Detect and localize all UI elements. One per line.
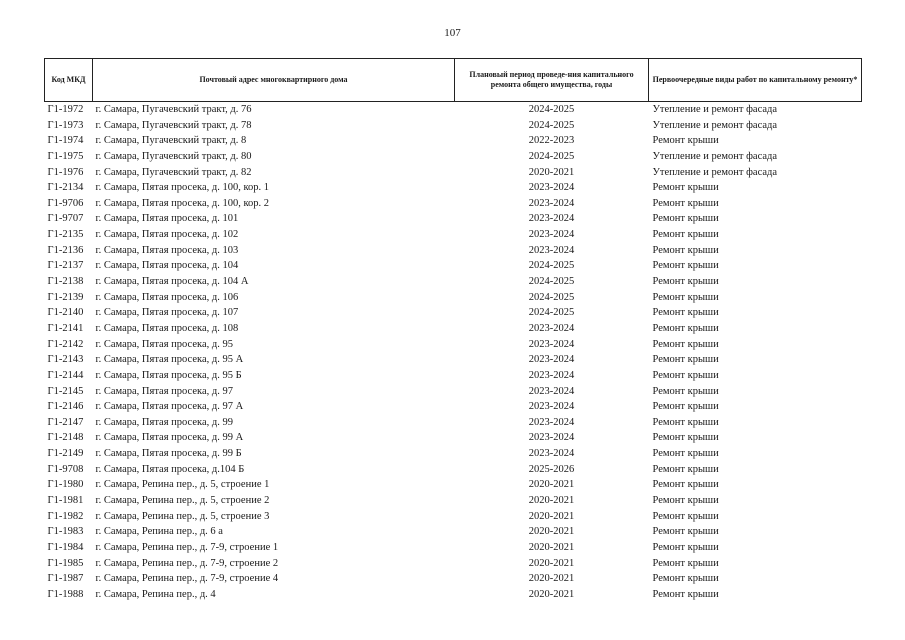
cell-works: Ремонт крыши (652, 338, 719, 350)
cell-address: г. Самара, Пятая просека, д. 100, кор. 1 (95, 182, 270, 194)
cell-works: Утепление и ремонт фасада (652, 119, 778, 131)
cell-period: 2023-2024 (528, 354, 575, 366)
table-row (45, 290, 862, 306)
cell-works: Ремонт крыши (652, 322, 719, 334)
cell-works: Ремонт крыши (652, 479, 719, 491)
cell-code: Г1-1974 (47, 135, 84, 147)
cell-period: 2023-2024 (528, 197, 575, 209)
cell-period: 2020-2021 (528, 166, 575, 178)
cell-code: Г1-2143 (47, 354, 84, 366)
cell-address: г. Самара, Пятая просека, д. 104 (95, 260, 239, 272)
cell-code: Г1-2149 (47, 448, 84, 460)
table-row (45, 384, 862, 400)
cell-code: Г1-2142 (47, 338, 84, 350)
cell-works: Ремонт крыши (652, 354, 719, 366)
table-row (45, 571, 862, 587)
cell-code: Г1-1983 (47, 526, 84, 538)
table-row (45, 305, 862, 321)
cell-period: 2022-2023 (528, 135, 575, 147)
table-body (45, 102, 862, 603)
cell-address: г. Самара, Пугачевский тракт, д. 8 (95, 135, 247, 147)
cell-period: 2024-2025 (528, 150, 575, 162)
cell-works: Ремонт крыши (652, 135, 719, 147)
table-row (45, 368, 862, 384)
cell-address: г. Самара, Пятая просека, д. 100, кор. 2 (95, 197, 270, 209)
table-row (45, 509, 862, 525)
cell-address: г. Самара, Пятая просека, д. 95 А (95, 354, 244, 366)
cell-works: Ремонт крыши (652, 229, 719, 241)
cell-code: Г1-2136 (47, 244, 84, 256)
table-row (45, 352, 862, 368)
cell-code: Г1-1985 (47, 557, 84, 569)
page-number: 107 (444, 27, 461, 39)
cell-period: 2020-2021 (528, 526, 575, 538)
cell-period: 2023-2024 (528, 401, 575, 413)
table-row (45, 180, 862, 196)
cell-address: г. Самара, Пятая просека, д. 97 А (95, 401, 244, 413)
cell-address: г. Самара, Репина пер., д. 7-9, строение 4 (95, 573, 279, 585)
repair-schedule-table (44, 58, 862, 603)
cell-works: Ремонт крыши (652, 573, 719, 585)
table-row (45, 149, 862, 165)
header-works: Первоочередные виды работ по капитальному ремонту* (649, 59, 862, 102)
table-row (45, 524, 862, 540)
header-code: Код МКД (45, 59, 93, 102)
cell-works: Утепление и ремонт фасада (652, 104, 778, 115)
header-row (45, 59, 862, 102)
table-row (45, 196, 862, 212)
cell-address: г. Самара, Репина пер., д. 4 (95, 588, 216, 600)
cell-address: г. Самара, Пятая просека, д. 107 (95, 307, 239, 319)
cell-code: Г1-1972 (47, 104, 84, 115)
table-row (45, 321, 862, 337)
cell-period: 2023-2024 (528, 244, 575, 256)
cell-period: 2020-2021 (528, 557, 575, 569)
cell-period: 2020-2021 (528, 573, 575, 585)
table-row (45, 133, 862, 149)
cell-works: Ремонт крыши (652, 495, 719, 507)
table-row (45, 415, 862, 431)
cell-address: г. Самара, Пугачевский тракт, д. 82 (95, 166, 252, 178)
cell-code: Г1-1984 (47, 541, 84, 553)
table-row (45, 211, 862, 227)
cell-works: Ремонт крыши (652, 526, 719, 538)
cell-address: г. Самара, Пятая просека, д. 101 (95, 213, 239, 225)
cell-period: 2023-2024 (528, 416, 575, 428)
cell-works: Ремонт крыши (652, 510, 719, 522)
cell-code: Г1-1980 (47, 479, 84, 491)
cell-code: Г1-1981 (47, 495, 84, 507)
cell-address: г. Самара, Пятая просека, д. 102 (95, 229, 239, 241)
table-row (45, 587, 862, 603)
table-row (45, 540, 862, 556)
cell-works: Утепление и ремонт фасада (652, 166, 778, 178)
cell-works: Ремонт крыши (652, 541, 719, 553)
cell-address: г. Самара, Пятая просека, д.104 Б (95, 463, 245, 475)
cell-code: Г1-1982 (47, 510, 84, 522)
cell-address: г. Самара, Пятая просека, д. 99 Б (95, 448, 242, 460)
cell-address: г. Самара, Пятая просека, д. 95 Б (95, 369, 242, 381)
table-row (45, 274, 862, 290)
cell-works: Ремонт крыши (652, 369, 719, 381)
cell-code: Г1-2146 (47, 401, 84, 413)
cell-code: Г1-2139 (47, 291, 84, 303)
cell-address: г. Самара, Репина пер., д. 5, строение 1 (95, 479, 270, 491)
cell-period: 2024-2025 (528, 119, 575, 131)
cell-code: Г1-1976 (47, 166, 84, 178)
header-address: Почтовый адрес многоквартирного дома (93, 59, 455, 102)
cell-address: г. Самара, Пятая просека, д. 99 А (95, 432, 244, 444)
cell-works: Ремонт крыши (652, 385, 719, 397)
cell-period: 2024-2025 (528, 260, 575, 272)
cell-code: Г1-2148 (47, 432, 84, 444)
cell-code: Г1-2138 (47, 276, 84, 288)
cell-code: Г1-1975 (47, 150, 84, 162)
cell-works: Ремонт крыши (652, 463, 719, 475)
cell-code: Г1-2145 (47, 385, 84, 397)
cell-address: г. Самара, Пугачевский тракт, д. 80 (95, 150, 252, 162)
cell-period: 2023-2024 (528, 229, 575, 241)
cell-period: 2023-2024 (528, 369, 575, 381)
cell-code: Г1-2140 (47, 307, 84, 319)
cell-period: 2020-2021 (528, 495, 575, 507)
cell-address: г. Самара, Репина пер., д. 7-9, строение 1 (95, 541, 279, 553)
table-row (45, 477, 862, 493)
cell-address: г. Самара, Пятая просека, д. 99 (95, 416, 233, 428)
table-row (45, 102, 862, 118)
cell-period: 2024-2025 (528, 276, 575, 288)
cell-works: Ремонт крыши (652, 291, 719, 303)
cell-code: Г1-2135 (47, 229, 84, 241)
cell-code: Г1-1987 (47, 573, 84, 585)
cell-works: Ремонт крыши (652, 432, 719, 444)
table-row (45, 243, 862, 259)
cell-address: г. Самара, Пятая просека, д. 97 (95, 385, 233, 397)
cell-code: Г1-2144 (47, 369, 84, 381)
cell-address: г. Самара, Репина пер., д. 5, строение 3 (95, 510, 270, 522)
cell-address: г. Самара, Пугачевский тракт, д. 78 (95, 119, 252, 131)
table-row (45, 462, 862, 478)
cell-period: 2020-2021 (528, 541, 575, 553)
cell-works: Ремонт крыши (652, 401, 719, 413)
cell-code: Г1-2147 (47, 416, 84, 428)
cell-works: Ремонт крыши (652, 213, 719, 225)
cell-period: 2023-2024 (528, 213, 575, 225)
cell-period: 2023-2024 (528, 385, 575, 397)
cell-works: Ремонт крыши (652, 182, 719, 194)
header-period: Плановый период проведе-ния капитального ремонта общего имущества, годы (455, 59, 649, 102)
cell-address: г. Самара, Пятая просека, д. 104 А (95, 276, 249, 288)
cell-address: г. Самара, Репина пер., д. 6 а (95, 526, 223, 538)
cell-period: 2024-2025 (528, 104, 575, 115)
cell-works: Ремонт крыши (652, 588, 719, 600)
cell-code: Г1-2134 (47, 182, 84, 194)
cell-period: 2025-2026 (528, 463, 575, 475)
cell-works: Ремонт крыши (652, 307, 719, 319)
cell-address: г. Самара, Репина пер., д. 7-9, строение 2 (95, 557, 279, 569)
cell-address: г. Самара, Пятая просека, д. 108 (95, 322, 239, 334)
cell-period: 2024-2025 (528, 307, 575, 319)
cell-period: 2023-2024 (528, 432, 575, 444)
cell-period: 2023-2024 (528, 182, 575, 194)
cell-period: 2023-2024 (528, 448, 575, 460)
table-row (45, 337, 862, 353)
cell-code: Г1-1973 (47, 119, 84, 131)
cell-period: 2020-2021 (528, 510, 575, 522)
cell-address: г. Самара, Пятая просека, д. 103 (95, 244, 239, 256)
cell-period: 2024-2025 (528, 291, 575, 303)
table-row (45, 493, 862, 509)
table-row (45, 430, 862, 446)
cell-works: Ремонт крыши (652, 448, 719, 460)
cell-address: г. Самара, Пугачевский тракт, д. 76 (95, 104, 252, 115)
cell-works: Утепление и ремонт фасада (652, 150, 778, 162)
cell-works: Ремонт крыши (652, 197, 719, 209)
table-row (45, 118, 862, 134)
cell-code: Г1-1988 (47, 588, 84, 600)
table-row (45, 258, 862, 274)
cell-address: г. Самара, Репина пер., д. 5, строение 2 (95, 495, 270, 507)
table-row (45, 446, 862, 462)
cell-code: Г1-9708 (47, 463, 84, 475)
cell-address: г. Самара, Пятая просека, д. 95 (95, 338, 233, 350)
cell-works: Ремонт крыши (652, 416, 719, 428)
cell-period: 2023-2024 (528, 322, 575, 334)
cell-period: 2020-2021 (528, 588, 575, 600)
cell-code: Г1-2141 (47, 322, 84, 334)
table-row (45, 399, 862, 415)
table-row (45, 556, 862, 572)
cell-code: Г1-2137 (47, 260, 84, 272)
cell-code: Г1-9706 (47, 197, 84, 209)
cell-works: Ремонт крыши (652, 260, 719, 272)
table-row (45, 227, 862, 243)
cell-works: Ремонт крыши (652, 244, 719, 256)
cell-address: г. Самара, Пятая просека, д. 106 (95, 291, 239, 303)
table-header (45, 59, 862, 102)
cell-works: Ремонт крыши (652, 276, 719, 288)
table-row (45, 165, 862, 181)
cell-code: Г1-9707 (47, 213, 84, 225)
cell-period: 2023-2024 (528, 338, 575, 350)
cell-works: Ремонт крыши (652, 557, 719, 569)
cell-period: 2020-2021 (528, 479, 575, 491)
